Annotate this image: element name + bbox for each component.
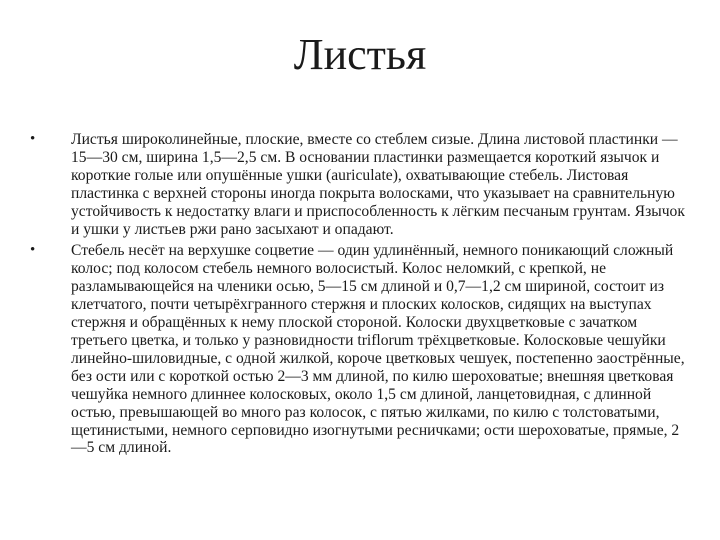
bullet-dot-icon: • [30,242,36,259]
bullet-item-stem [30,242,690,457]
slide-title: Листья [293,30,427,79]
bullet-item-leaves [30,131,690,238]
bullet-dot-icon: • [30,131,36,147]
bullet-list [30,131,690,461]
bullet-text: Стебель несёт на верхушке соцветие — один удлинённый, немного поникающий сложный колос; под колосом стебель немного волосистый. Колос неломкий, с крепкой, не разламывающейся на членики осью, 5—15 см длиной и 0,7—1,2 см шириной, состоит из клетчатого, почти четырёхгранного стержня и плоских колосков, сидящих на выступах стержня и обращённых к нему плоской стороной. Колоски двухцветковые с зачатком третьего цветка, и только у разновидности triflorum трёхцветковые. Колосковые чешуйки линейно-шиловидные, с одной жилкой, короче цветковых чешуек, постепенно заострённые, без ости или с короткой остью 2—3 мм длиной, по килю шероховатые; внешняя цветковая чешуйка немного длиннее колосковых, около 1,5 см длиной, ланцетовидная, с длинной остью, превышающей во много раз колосок, с пятью жилками, по килю с толстоватыми, щетинистыми, немного серповидно изогнутыми ресничками; ости шероховатые, прямые, 2—5 см длиной. [71,242,685,457]
bullet-text: Листья широколинейные, плоские, вместе со стеблем сизые. Длина листовой пластинки — 15—30 см, ширина 1,5—2,5 см. В основании пластинки размещается короткий язычок и короткие голые или опушённые ушки (auriculate), охватывающие стебель. Листовая пластинка с верхней стороны иногда покрыта волосками, что указывает на сравнительную устойчивость к недостатку влаги и приспособленность к лёгким песчаным грунтам. Язычок и ушки у листьев ржи рано засыхают и опадают. [71,131,685,238]
